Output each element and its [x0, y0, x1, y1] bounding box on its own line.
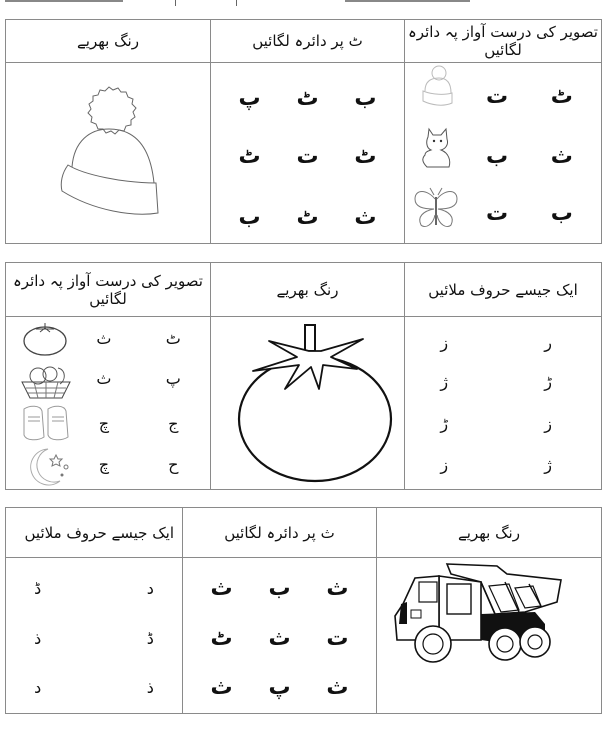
- letter-option[interactable]: ٹ: [550, 84, 573, 110]
- coloring-cell[interactable]: [6, 63, 211, 244]
- match-letter[interactable]: ژ: [544, 454, 552, 474]
- letter-option[interactable]: ٹ: [354, 143, 377, 169]
- match-letter[interactable]: د: [146, 579, 154, 598]
- letter-option[interactable]: ٹ: [165, 329, 181, 349]
- worksheet-table-1: [5, 19, 602, 244]
- top-tick: [236, 0, 237, 6]
- letter-option[interactable]: ث: [210, 576, 233, 601]
- kitten-icon: [419, 125, 455, 169]
- butterfly-icon: [413, 185, 459, 231]
- top-tick: [175, 0, 176, 6]
- letter-option[interactable]: ب: [486, 143, 509, 169]
- tomato-icon: [22, 319, 68, 357]
- top-rule-right: [345, 0, 470, 2]
- worksheet-table-2: [5, 262, 602, 490]
- coloring-cell[interactable]: [211, 317, 405, 490]
- letter-option[interactable]: ث: [268, 625, 291, 651]
- letter-option[interactable]: چ: [98, 413, 110, 433]
- picture-sound-cell: [405, 63, 602, 244]
- letter-option[interactable]: ب: [238, 204, 261, 230]
- letter-option[interactable]: ت: [296, 143, 319, 169]
- letter-option[interactable]: ت: [486, 84, 509, 110]
- match-letter[interactable]: ز: [544, 413, 552, 433]
- header-color-in: رنگ بھریے: [211, 263, 405, 317]
- match-letter[interactable]: ز: [440, 332, 449, 352]
- match-letter[interactable]: ڈ: [146, 628, 154, 648]
- letter-option[interactable]: ث: [550, 143, 573, 169]
- header-match-letters: ایک جیسے حروف ملائیں: [6, 508, 183, 558]
- header-circle-letter: ث پر دائرہ لگائیں: [183, 508, 377, 558]
- winter-hat-icon: [419, 65, 455, 109]
- fruit-basket-icon: [20, 362, 72, 402]
- circle-letter-cell: [183, 558, 377, 714]
- match-letter[interactable]: ڑ: [544, 372, 552, 392]
- match-letter[interactable]: ر: [544, 332, 552, 352]
- match-letter[interactable]: ژ: [440, 372, 449, 392]
- match-letter[interactable]: ذ: [146, 678, 154, 698]
- letter-option[interactable]: ح: [168, 454, 179, 474]
- match-letter[interactable]: ز: [440, 454, 449, 474]
- top-rule-left: [5, 0, 123, 2]
- letter-option[interactable]: پ: [238, 86, 261, 111]
- letter-option[interactable]: ث: [96, 368, 112, 388]
- worksheet-table-3: [5, 507, 602, 714]
- match-letters-cell: [6, 558, 183, 714]
- letter-option[interactable]: ث: [326, 576, 349, 601]
- header-picture-sound: تصویر کی درست آواز پہ دائرہ لگائیں: [6, 263, 211, 317]
- match-letter[interactable]: ڈ: [34, 579, 42, 598]
- tomato-icon[interactable]: [237, 323, 393, 483]
- shoes-icon: [20, 403, 72, 443]
- header-color-in: رنگ بھریے: [377, 508, 602, 558]
- letter-option[interactable]: ج: [168, 413, 179, 433]
- letter-option[interactable]: ب: [354, 86, 377, 111]
- letter-option[interactable]: ب: [268, 576, 291, 601]
- letter-option[interactable]: پ: [165, 368, 181, 388]
- letter-option[interactable]: ث: [326, 675, 349, 701]
- letter-option[interactable]: پ: [268, 675, 291, 701]
- letter-option[interactable]: ٹ: [210, 625, 233, 651]
- letter-option[interactable]: ت: [486, 201, 509, 227]
- header-color-in: رنگ بھریے: [6, 20, 211, 63]
- match-letter[interactable]: ڑ: [440, 413, 449, 433]
- winter-hat-icon[interactable]: [54, 83, 164, 223]
- match-letter[interactable]: د: [34, 678, 42, 698]
- letter-option[interactable]: ث: [96, 329, 112, 349]
- letter-option[interactable]: ث: [354, 204, 377, 230]
- letter-option[interactable]: ب: [550, 201, 573, 227]
- letter-option[interactable]: ٹ: [238, 143, 261, 169]
- moon-stars-icon: [26, 447, 70, 487]
- header-circle-letter: ٹ پر دائرہ لگائیں: [211, 20, 405, 63]
- coloring-cell[interactable]: [377, 558, 602, 714]
- circle-letter-cell: [211, 63, 405, 244]
- letter-option[interactable]: ٹ: [296, 86, 319, 111]
- letter-option[interactable]: ث: [210, 675, 233, 701]
- header-match-letters: ایک جیسے حروف ملائیں: [405, 263, 602, 317]
- match-letters-cell: [405, 317, 602, 490]
- header-picture-sound: تصویر کی درست آواز پہ دائرہ لگائیں: [405, 20, 602, 63]
- letter-option[interactable]: چ: [98, 454, 110, 474]
- picture-sound-cell: [6, 317, 211, 490]
- match-letter[interactable]: ذ: [34, 628, 42, 648]
- letter-option[interactable]: ت: [326, 625, 349, 651]
- dump-truck-icon[interactable]: [385, 560, 565, 664]
- letter-option[interactable]: ٹ: [296, 204, 319, 230]
